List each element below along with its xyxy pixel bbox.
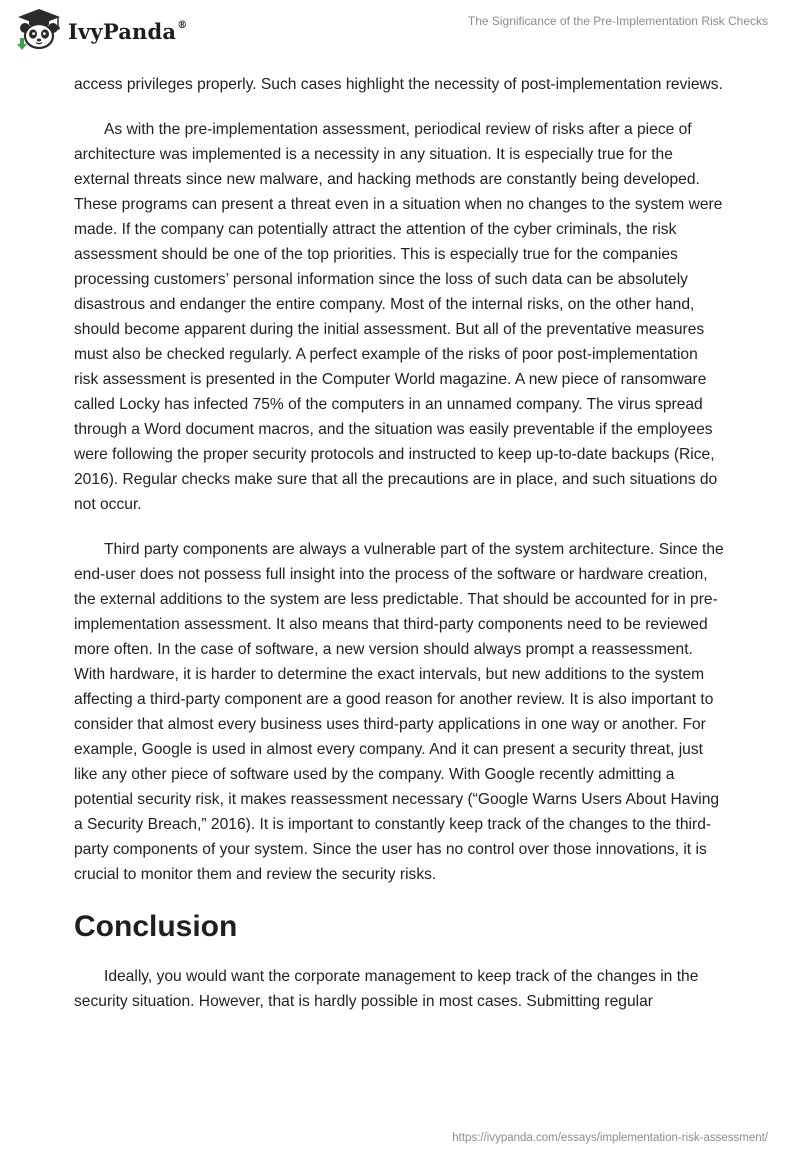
paragraph-third-party: Third party components are always a vulnerable part of the system architecture. Since the end-user does not possess full insight into the process of the software or hardware creation, the external additions to the system are less predictable. That should be accounted for in pre-implementation assessment. It also means that third-party components need to be reviewed more often. In the case of software, a new version should always prompt a reassessment. With hardware, it is harder to determine the exact intervals, but new additions to the system affecting a third-party component are a good reason for another review. It is also important to consider that almost every business uses third-party applications in one way or another. For example, Google is used in almost every company. And it can present a security threat, just like any other piece of software used by the company. With Google recently admitting a potential security risk, it makes reassessment necessary (“Google Warns Users About Having a Security Breach,” 2016). It is important to constantly keep track of the changes to the third-party components of your system. Since the user has no control over those innovations, it is crucial to monitor them and review the security risks. bbox=[74, 541, 724, 883]
footer-url[interactable]: https://ivypanda.com/essays/implementation-risk-assessment/ bbox=[452, 1132, 768, 1144]
paragraph-conclusion: Ideally, you would want the corporate management to keep track of the changes in the security situation. However, that is hardly possible in most cases. Submitting regular bbox=[74, 968, 699, 1010]
brand-name: IvyPanda® bbox=[68, 18, 188, 44]
brand-logo[interactable] bbox=[14, 8, 187, 52]
document-title: The Significance of the Pre-Implementation Risk Checks bbox=[467, 14, 768, 28]
page-header bbox=[0, 0, 800, 68]
essay-content bbox=[74, 72, 726, 1034]
panda-logo-icon bbox=[14, 8, 64, 52]
paragraph-periodical-review: As with the pre-implementation assessment, periodical review of risks after a piece of architecture was implemented is a necessity in any situation. It is especially true for the external threats since new malware, and hacking methods are constantly being developed. These programs can present a threat even in a situation when no changes to the system were made. If the company can potentially attract the attention of the cyber criminals, the risk assessment should be one of the top priorities. This is especially true for the companies processing customers’ personal information since the loss of such data can be absolutely disastrous and endanger the entire company. Most of the internal risks, on the other hand, should become apparent during the initial assessment. But all of the preventative measures must also be checked regularly. A perfect example of the risks of poor post-implementation risk assessment is presented in the Computer World magazine. A new piece of ransomware called Locky has infected 75% of the computers in an unnamed company. The virus spread through a Word document macros, and the situation was easily preventable if the employees were following the proper security protocols and instructed to keep up-to-date backups (Rice, 2016). Regular checks make sure that all the precautions are in place, and such situations do not occur. bbox=[74, 121, 723, 513]
paragraph-continued: access privileges properly. Such cases highlight the necessity of post-implementation reviews. bbox=[74, 76, 723, 93]
section-heading-conclusion: Conclusion bbox=[74, 910, 238, 943]
